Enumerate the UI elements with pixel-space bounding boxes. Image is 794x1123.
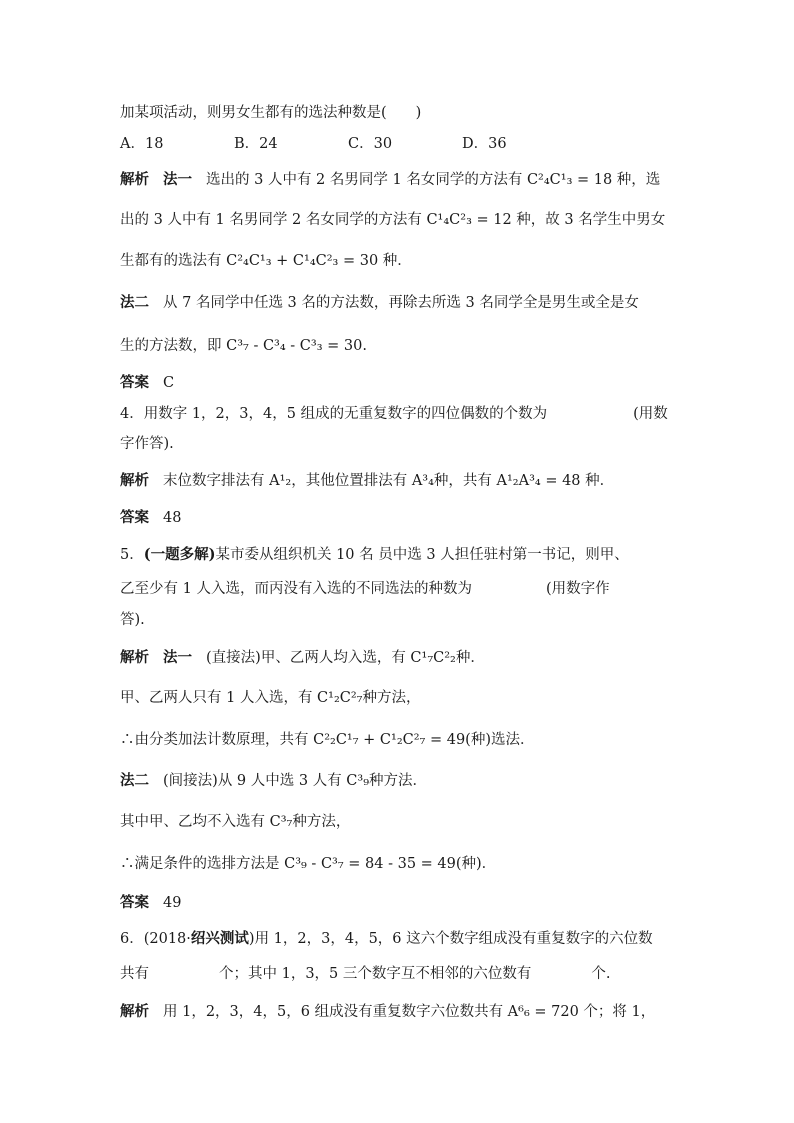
analysis-label: 解析 — [120, 649, 149, 666]
q5-method-one-text-3: ∴由分类加法计数原理，共有 C²₂C¹₇ + C¹₂C²₇ = 49(种)选法． — [120, 732, 535, 748]
q5-method-two — [120, 771, 680, 791]
analysis-label: 解析 — [120, 1003, 149, 1020]
q4-answer-value: 48 — [163, 510, 182, 526]
q5-stem-line-2 — [120, 579, 680, 599]
answer-label: 答案 — [120, 374, 149, 391]
q4-solution-text: 末位数字排法有 A¹₂，其他位置排法有 A³₄种，共有 A¹₂A³₄ = 48 种． — [163, 473, 615, 489]
q3-solution-line-3 — [120, 251, 680, 271]
method-one-label: 法一 — [163, 649, 192, 666]
option-d: D．36 — [462, 136, 507, 152]
analysis-label: 解析 — [120, 171, 149, 188]
option-a: A．18 — [120, 136, 164, 152]
option-c: C．30 — [348, 136, 393, 152]
q3-method-two-text-2: 生的方法数，即 C³₇ - C³₄ - C³₃ = 30. — [120, 338, 367, 354]
answer-label: 答案 — [120, 894, 149, 911]
q3-answer — [120, 373, 680, 393]
q6-stem-line-1 — [120, 929, 680, 949]
q5-method-one-line-3 — [120, 730, 680, 750]
q4-stem-line-1 — [120, 404, 680, 424]
q3-options — [120, 134, 680, 154]
q5-method-two-text-3: ∴满足条件的选排方法是 C³₉ - C³₇ = 84 - 35 = 49(种)． — [120, 856, 497, 872]
q6-solution — [120, 1002, 680, 1022]
q4-solution — [120, 471, 680, 491]
option-b: B．24 — [234, 136, 278, 152]
q3-solution-text-2: 出的 3 人中有 1 名男同学 2 名女同学的方法有 C¹₄C²₃ = 12 种，故 3 名学生中男女 — [120, 212, 666, 228]
q5-stem-suffix: (用数字作 — [545, 581, 610, 597]
q3-answer-value: C — [163, 375, 175, 391]
q6-number: 6．(2018· — [120, 931, 191, 947]
q6-source-tag: 绍兴测试 — [190, 930, 249, 947]
method-two-label: 法二 — [120, 772, 149, 789]
q6-stem-text-1: )用 1，2，3，4，5，6 这六个数字组成没有重复数字的六位数 — [248, 931, 653, 947]
q5-method-one — [120, 648, 680, 668]
q5-method-two-line-3 — [120, 854, 680, 874]
q6-stem-text-3: 个；其中 1，3，5 三个数字互不相邻的六位数有 — [219, 966, 532, 982]
method-two-label: 法二 — [120, 294, 149, 311]
q5-stem-text-1: 某市委从组织机关 10 名 员中选 3 人担任驻村第一书记，则甲、 — [215, 547, 629, 563]
q5-stem-text-3: 答). — [120, 612, 145, 628]
q4-stem-line-2 — [120, 434, 680, 454]
q3-solution-text-3: 生都有的选法有 C²₄C¹₃ + C¹₄C²₃ = 30 种． — [120, 253, 412, 269]
q3-solution-line-1 — [120, 170, 680, 190]
q5-stem-text-2: 乙至少有 1 人入选，而丙没有入选的不同选法的种数为 — [120, 581, 472, 597]
q6-stem-text-4: 个. — [591, 966, 611, 982]
q6-solution-text: 用 1，2，3，4，5，6 组成没有重复数字六位数共有 A⁶₆ = 720 个；将 1， — [163, 1004, 656, 1020]
q5-number: 5． — [120, 547, 144, 563]
analysis-label: 解析 — [120, 472, 149, 489]
q5-tag: (一题多解) — [143, 546, 216, 563]
q5-answer — [120, 893, 680, 913]
q3-method-two-line-2 — [120, 336, 680, 356]
q3-method-two-line-1 — [120, 293, 680, 313]
q4-stem-suffix: (用数 — [633, 406, 668, 422]
q6-stem-line-2 — [120, 964, 680, 984]
q4-stem-text: 4．用数字 1，2，3，4，5 组成的无重复数字的四位偶数的个数为 — [120, 406, 548, 422]
q5-method-two-text: (间接法)从 9 人中选 3 人有 C³₉种方法． — [163, 773, 428, 789]
q4-answer — [120, 508, 680, 528]
q5-stem-line-1 — [120, 545, 680, 565]
q5-stem-line-3 — [120, 610, 680, 630]
q5-method-two-line-2 — [120, 812, 680, 832]
q3-solution-text-1: 选出的 3 人中有 2 名男同学 1 名女同学的方法有 C²₄C¹₃ = 18 种，选 — [206, 172, 661, 188]
q6-stem-text-2: 共有 — [120, 966, 149, 982]
q3-method-two-text-1: 从 7 名同学中任选 3 名的方法数，再除去所选 3 名同学全是男生或全是女 — [163, 295, 639, 311]
q3-stem-text: 加某项活动，则男女生都有的选法种数是( ) — [120, 105, 422, 121]
method-one-label: 法一 — [163, 171, 192, 188]
q5-answer-value: 49 — [163, 895, 182, 911]
q5-method-two-text-2: 其中甲、乙均不入选有 C³₇种方法， — [120, 814, 351, 830]
q3-solution-line-2 — [120, 210, 680, 230]
q4-stem-text-2: 字作答). — [120, 436, 174, 452]
q3-stem-tail — [120, 103, 680, 123]
q5-method-one-text: (直接法)甲、乙两人均入选，有 C¹₇C²₂种． — [206, 650, 485, 666]
answer-label: 答案 — [120, 509, 149, 526]
q5-method-one-text-2: 甲、乙两人只有 1 人入选，有 C¹₂C²₇种方法， — [120, 690, 421, 706]
q5-method-one-line-2 — [120, 688, 680, 708]
